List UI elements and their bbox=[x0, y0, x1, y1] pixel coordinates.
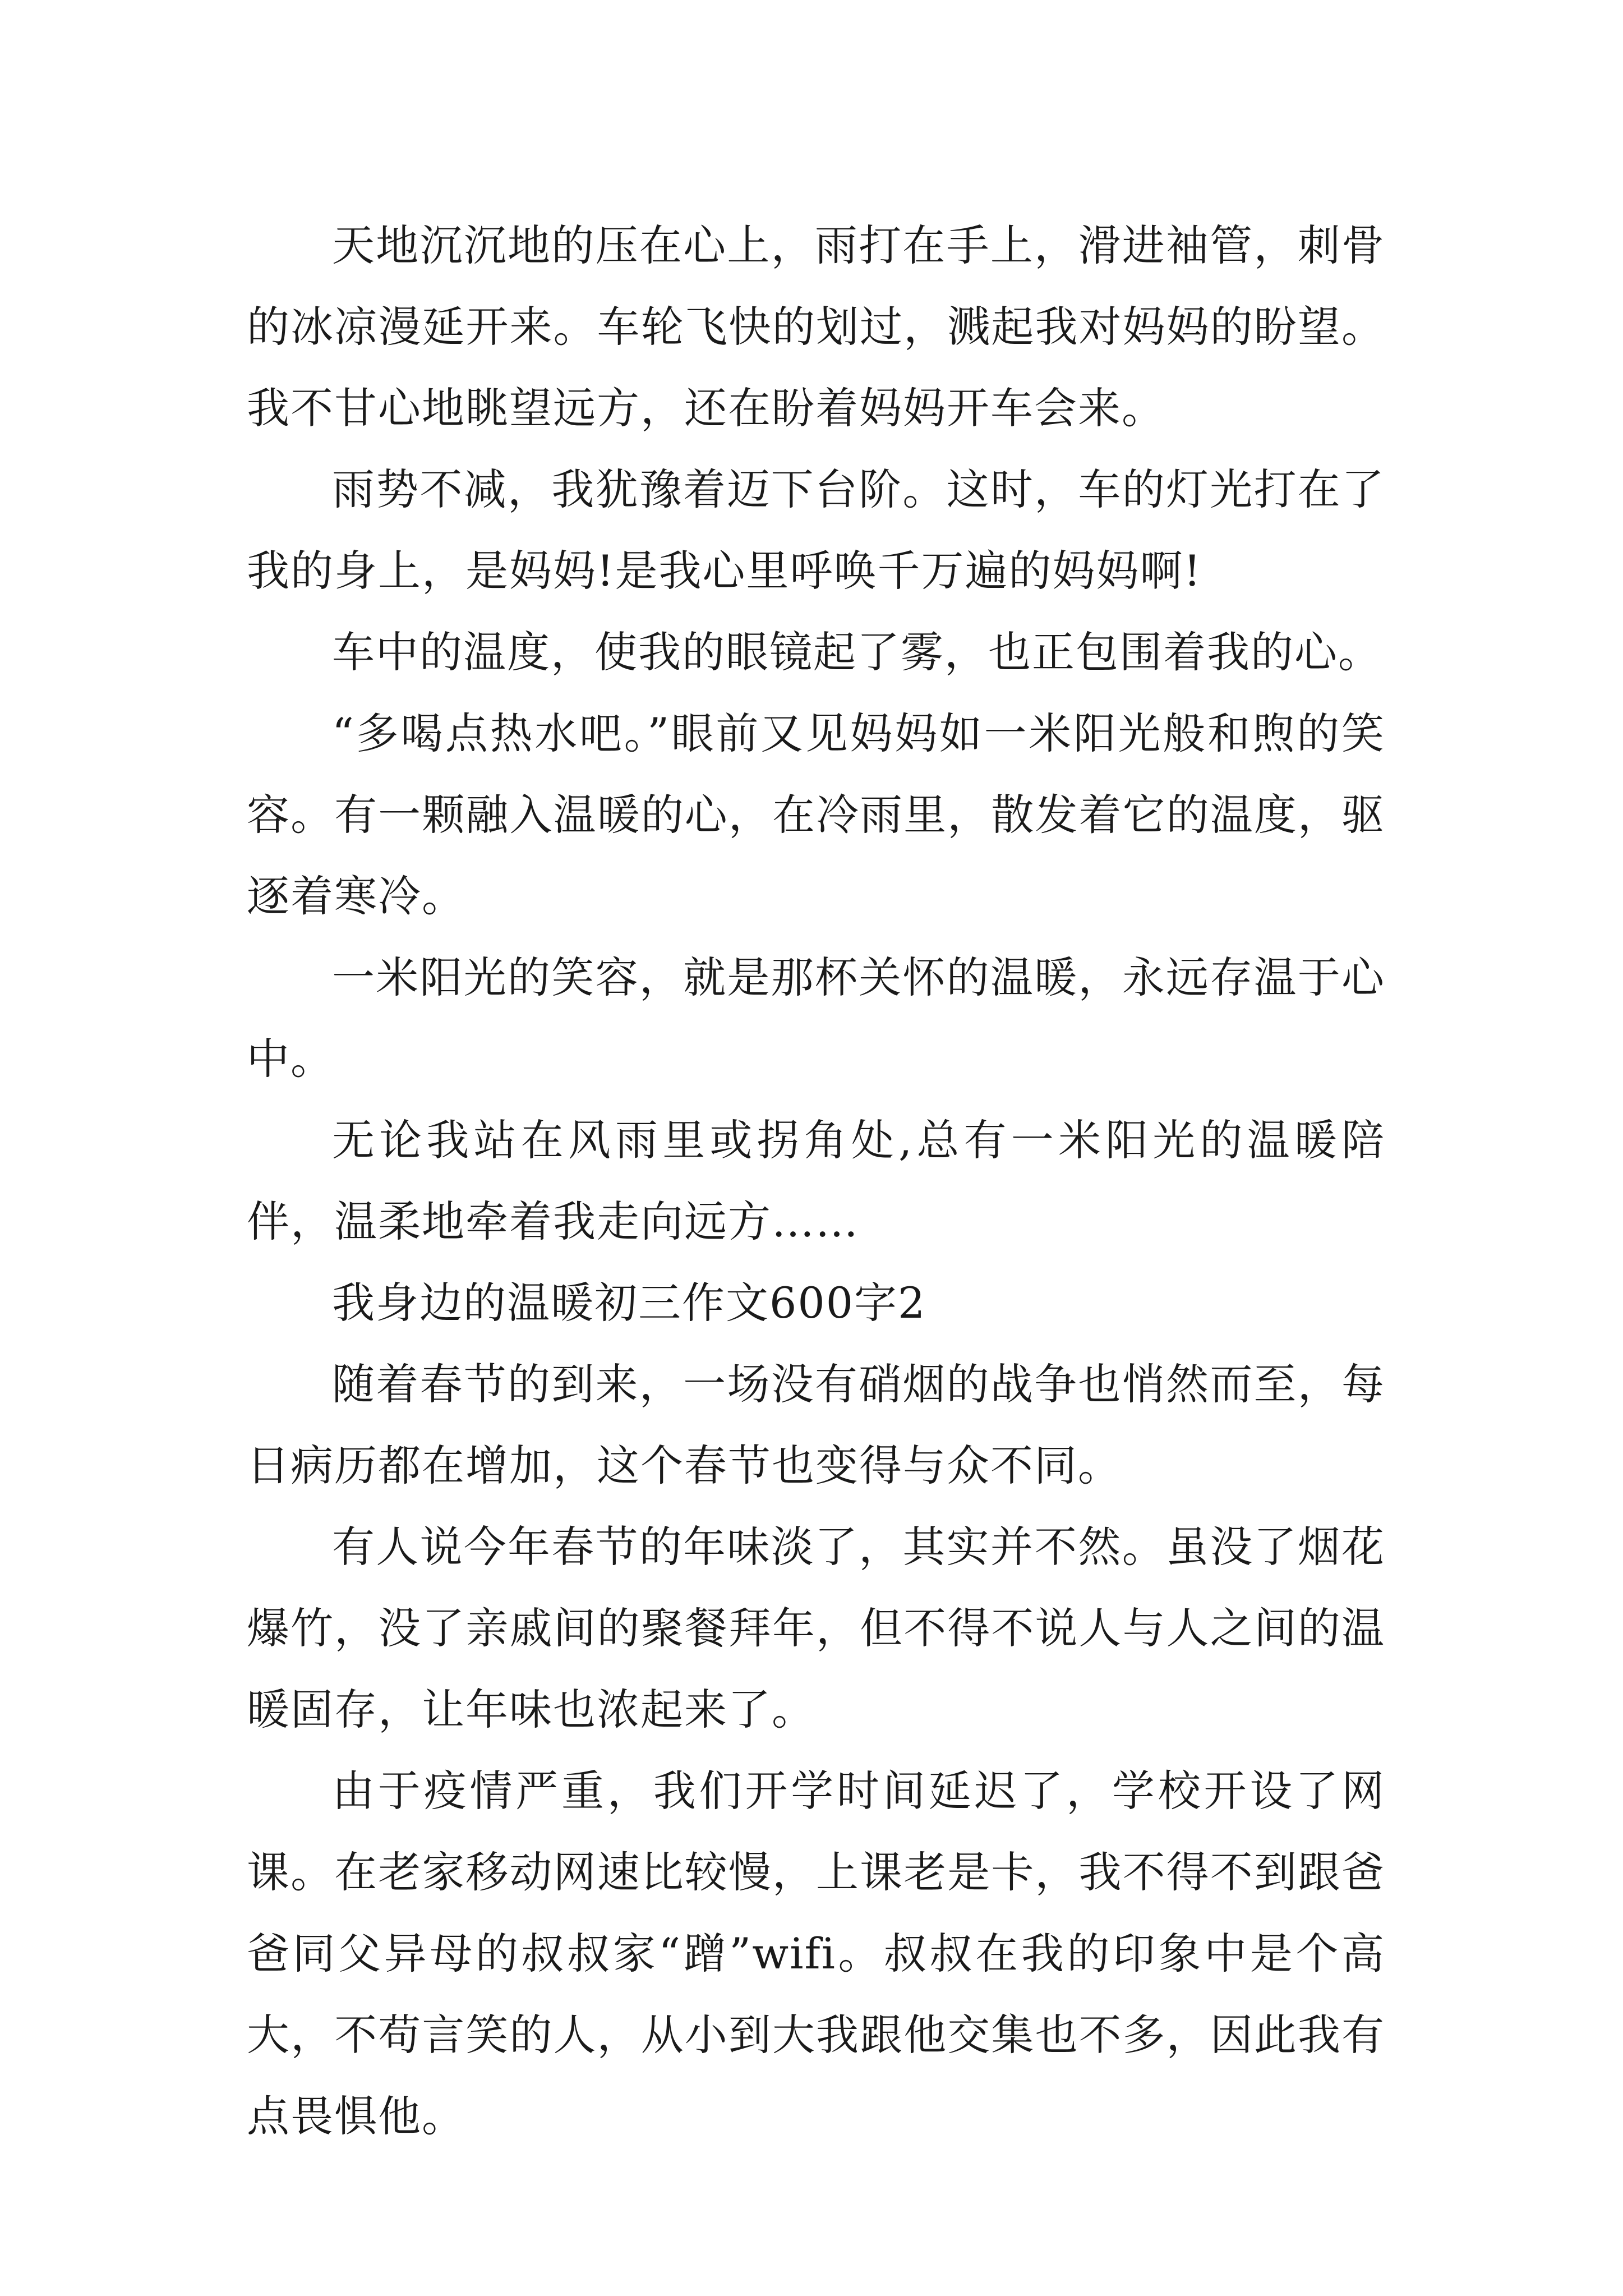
paragraph-1: 天地沉沉地的压在心上，雨打在手上，滑进袖管，刺骨的冰凉漫延开来。车轮飞快的划过，溅起我对妈妈的盼望。我不甘心地眺望远方，还在盼着妈妈开车会来。 bbox=[247, 220, 1385, 433]
paragraph-9: 由于疫情严重，我们开学时间延迟了，学校开设了网课。在老家移动网速比较慢，上课老是卡，我不得不到跟爸爸同父异母的叔叔家“蹭”wifi。叔叔在我的印象中是个高大，不苟言笑的人，从小到大我跟他交集也不多，因此我有点畏惧他。 bbox=[247, 1766, 1385, 2141]
document-body bbox=[247, 205, 1385, 2157]
paragraph-6: 无论我站在风雨里或拐角处,总有一米阳光的温暖陪伴，温柔地牵着我走向远方…… bbox=[247, 1115, 1385, 1246]
paragraph-7: 随着春节的到来，一场没有硝烟的战争也悄然而至，每日病历都在增加，这个春节也变得与众不同。 bbox=[247, 1359, 1385, 1490]
paragraph-4: “多喝点热水吧。”眼前又见妈妈如一米阳光般和煦的笑容。有一颗融入温暖的心，在冷雨里，散发着它的温度，驱逐着寒冷。 bbox=[247, 708, 1385, 921]
paragraph-8: 有人说今年春节的年味淡了，其实并不然。虽没了烟花爆竹，没了亲戚间的聚餐拜年，但不得不说人与人之间的温暖固存，让年味也浓起来了。 bbox=[247, 1522, 1385, 1734]
essay-heading: 我身边的温暖初三作文600字2 bbox=[332, 1278, 926, 1328]
paragraph-2: 雨势不减，我犹豫着迈下台阶。这时，车的灯光打在了我的身上，是妈妈!是我心里呼唤千万遍的妈妈啊! bbox=[247, 464, 1385, 596]
paragraph-3: 车中的温度，使我的眼镜起了雾，也正包围着我的心。 bbox=[332, 627, 1382, 677]
paragraph-5: 一米阳光的笑容，就是那杯关怀的温暖，永远存温于心中。 bbox=[247, 953, 1385, 1084]
